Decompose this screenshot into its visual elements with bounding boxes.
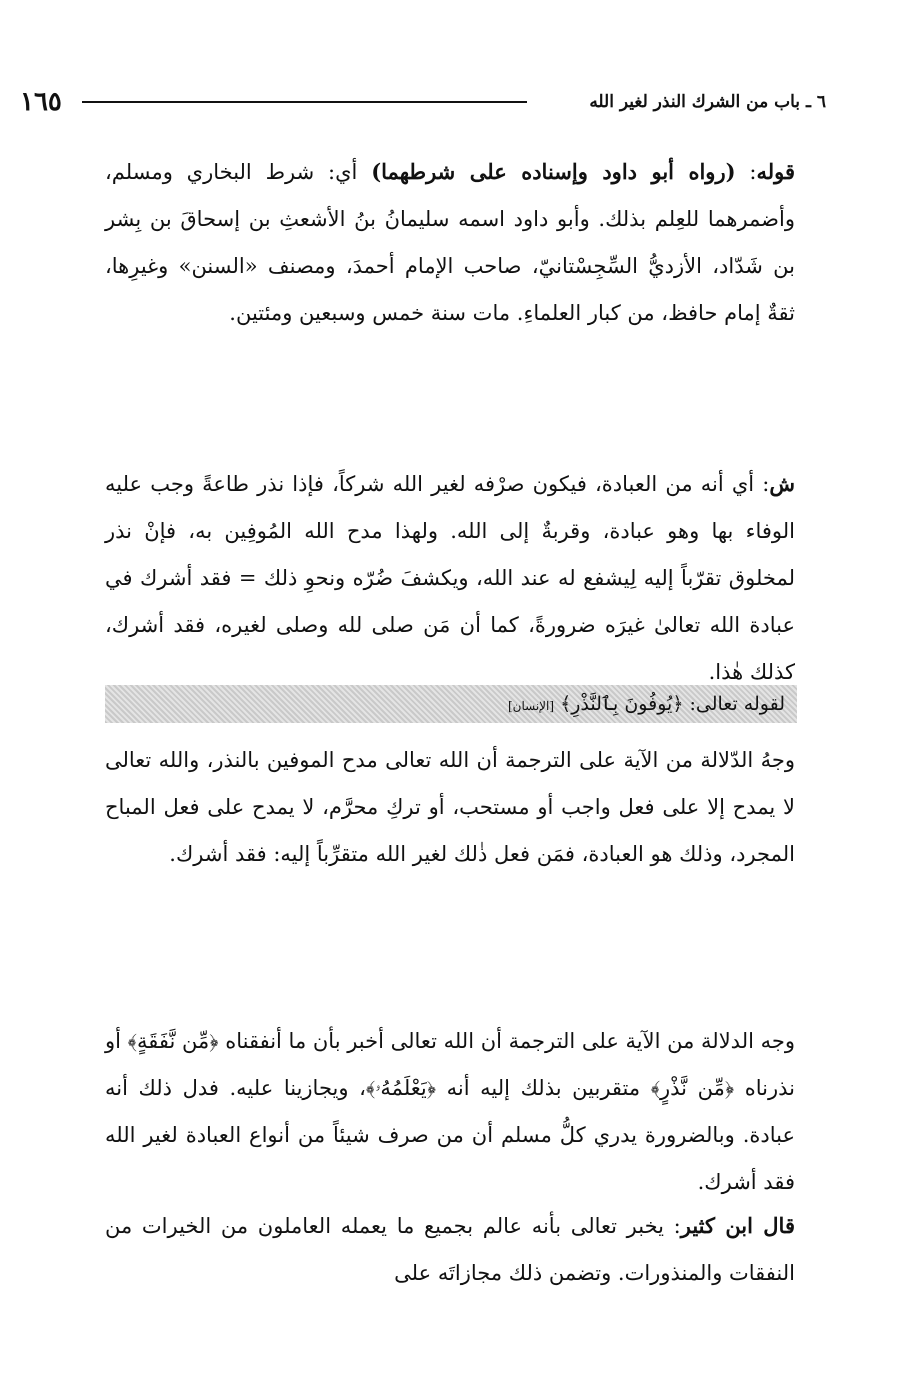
paragraph-colon: :	[754, 472, 770, 496]
paragraph-colon: :	[664, 1214, 681, 1238]
page-number: ١٦٥	[20, 87, 62, 117]
verse-heading-bar	[105, 685, 797, 723]
running-title: ٦ ـ باب من الشرك النذر لغير الله	[589, 92, 826, 112]
page-header	[20, 82, 826, 122]
verse-reference: [الإنسان]	[507, 699, 555, 713]
paragraph-text: أي: شرط البخاري ومسلم، وأضمرهما للعِلم بذلك. وأبو داود اسمه سليمانُ بنُ الأشعثِ بن إسحاقَ بن بِشر بن شَدّاد، الأزديُّ السِّجِسْتانيّ، صاحب الإمام أحمدَ، ومصنف «السنن» وغيرِها، ثقةٌ إمام حافظ، من كبار العلماءِ. مات سنة خمس وسبعين ومئتين.	[105, 160, 795, 325]
paragraph-ibn-kathir	[105, 1202, 795, 1297]
paragraph-lead: ش	[769, 471, 795, 496]
paragraph-text: يخبر تعالى بأنه عالم بجميع ما يعمله العاملون من الخيرات من النفقات والمنذورات. وتضمن ذلك مجازاتَه على	[105, 1214, 795, 1285]
paragraph-text: أي أنه من العبادة، فيكون صرْفه لغير الله شركاً، فإذا نذر طاعةً وجب عليه الوفاء بها وهو عبادة، وقربةٌ إلى الله. ولهذا مدح الله المُوفِين به، فإنْ نذر لمخلوق تقرّباً إليه لِيشفع له عند الله، ويكشفَ ضُرّه ونحوِ ذلك = فقد أشرك في عبادة الله تعالىٰ غيرَه ضرورةً، كما أن مَن صلى لله وصلى لغيره، فقد أشرك، كذلك هٰذا.	[105, 472, 795, 684]
quoted-phrase: (رواه أبو داود وإسناده على شرطهما)	[371, 159, 736, 184]
paragraph-evidence: وجهُ الدّلالة من الآية على الترجمة أن الله تعالى مدح الموفين بالنذر، والله تعالى لا يمدح إلا على فعل واجب أو مستحب، أو تركِ محرَّم، لا يمدح على فعل المباح المجرد، وذلك هو العبادة، فمَن فعل ذٰلك لغير الله متقرِّباً إليه: فقد أشرك.	[105, 748, 795, 866]
verse-text: لقوله تعالى: ﴿يُوفُونَ بِٱلنَّذْرِ﴾	[560, 693, 785, 715]
verse-heading	[508, 693, 797, 715]
paragraph-lead: قوله	[756, 159, 795, 184]
header-rule	[82, 101, 527, 103]
paragraph-colon: :	[735, 160, 757, 184]
paragraph-abu-dawud	[105, 148, 795, 337]
paragraph-evidence-second: وجه الدلالة من الآية على الترجمة أن الله تعالى أخبر بأن ما أنفقناه ﴿مِّن نَّفَقَةٍ﴾ أو نذرناه ﴿مِّن نَّذْرٍ﴾ متقربين بذلك إليه أنه ﴿يَعْلَمُهُۥ﴾، ويجازينا عليه. فدل ذلك أنه عبادة. وبالضرورة يدري كلُّ مسلم أن من صرف شيئاً من أنواع العبادة لغير الله فقد أشرك.	[105, 1029, 795, 1194]
paragraph-explanation	[105, 460, 795, 696]
paragraph-lead: قال ابن كثير	[680, 1213, 795, 1238]
